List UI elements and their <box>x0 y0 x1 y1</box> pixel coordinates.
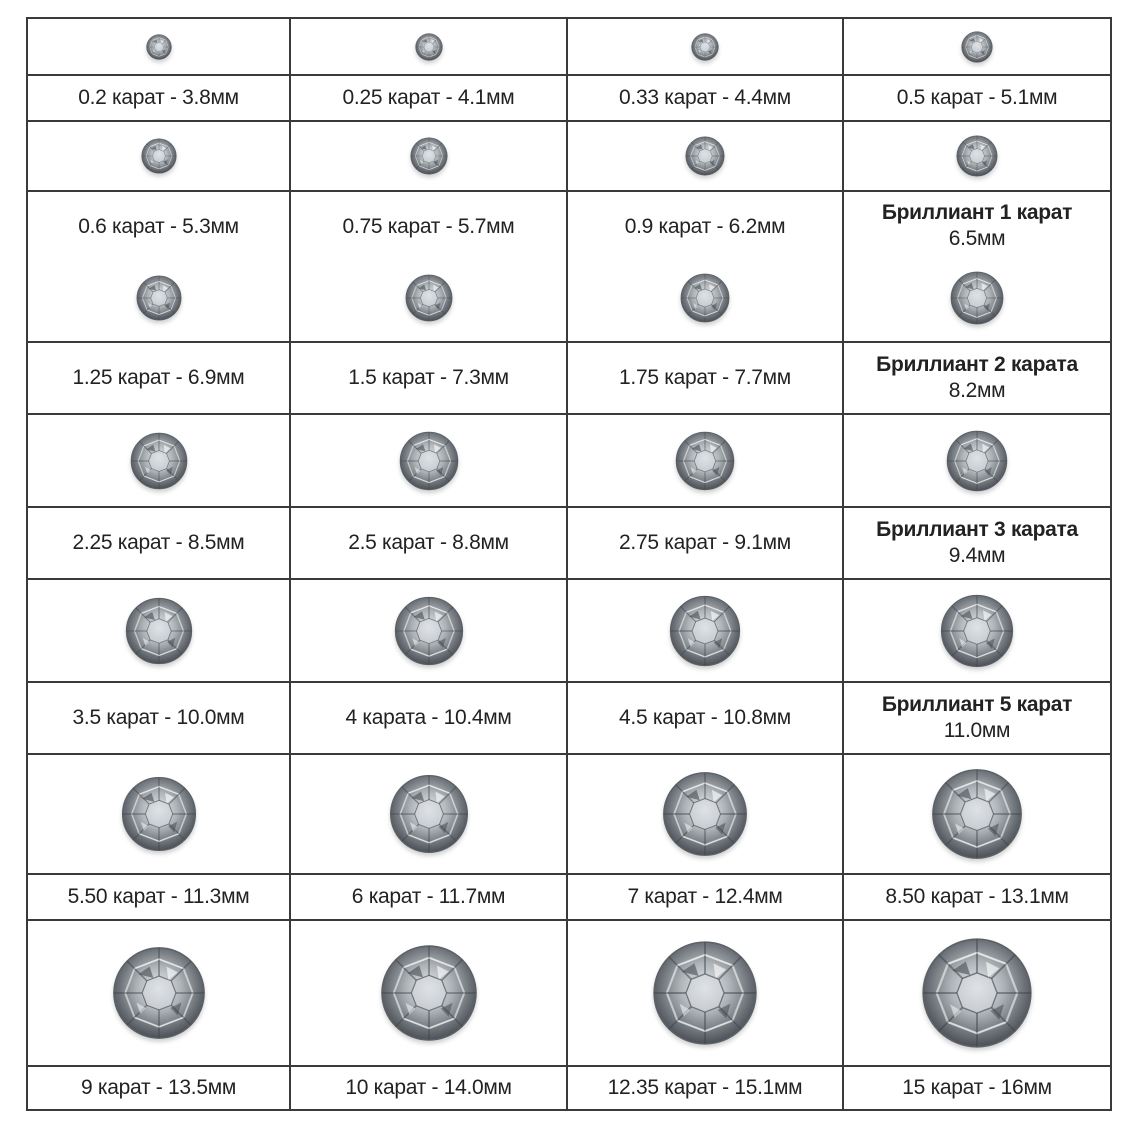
diamond-label: 0.25 карат - 4.1мм <box>290 75 567 121</box>
diamond-label: 4.5 карат - 10.8мм <box>567 682 843 754</box>
diamond-label: 15 карат - 16мм <box>843 1066 1111 1110</box>
diamond-cell-2-5ct <box>290 414 567 507</box>
diamond-icon <box>669 595 741 667</box>
diamond-cell-5-5ct <box>27 754 290 874</box>
diamond-label: 0.9 карат - 6.2мм <box>624 215 786 238</box>
diamond-icon <box>950 271 1004 325</box>
diamond-icon <box>121 776 197 852</box>
diamond-cell-0-2ct <box>27 18 290 75</box>
diamond-cell-2-25ct <box>27 414 290 507</box>
diamond-label: 5.50 карат - 11.3мм <box>27 874 290 920</box>
diamond-cell-mixed <box>567 191 843 342</box>
diamond-label: 2.75 карат - 9.1мм <box>567 507 843 579</box>
diamond-label: 12.35 карат - 15.1мм <box>567 1066 843 1110</box>
diamond-cell-5ct <box>843 579 1111 682</box>
diamond-cell-9ct <box>27 920 290 1066</box>
diamond-icon <box>399 431 459 491</box>
diamond-cell-0-33ct <box>567 18 843 75</box>
diamond-cell-1ct <box>843 121 1111 191</box>
diamond-label: 2.5 карат - 8.8мм <box>290 507 567 579</box>
diamond-cell-0-75ct <box>290 121 567 191</box>
diamond-icon <box>410 137 448 175</box>
diamond-icon <box>931 768 1023 860</box>
diamond-label: 7 карат - 12.4мм <box>567 874 843 920</box>
diamond-cell-8-5ct <box>843 754 1111 874</box>
diamond-cell-0-25ct <box>290 18 567 75</box>
diamond-cell-10ct <box>290 920 567 1066</box>
diamond-icon <box>394 596 464 666</box>
diamond-icon <box>652 940 758 1046</box>
diamond-label: 2.25 карат - 8.5мм <box>27 507 290 579</box>
diamond-label: 0.5 карат - 5.1мм <box>843 75 1111 121</box>
diamond-icon <box>662 771 748 857</box>
diamond-label: 9 карат - 13.5мм <box>27 1066 290 1110</box>
diamond-size: 6.5мм <box>948 227 1006 250</box>
diamond-icon <box>130 432 188 490</box>
diamond-label: Бриллиант 5 карат <box>881 693 1073 716</box>
diamond-cell-0-9ct <box>567 121 843 191</box>
diamond-label: 1.5 карат - 7.3мм <box>290 342 567 414</box>
diamond-icon <box>680 273 730 323</box>
diamond-cell-mixed <box>290 191 567 342</box>
diamond-cell-0-6ct <box>27 121 290 191</box>
diamond-size-chart <box>26 17 1112 1111</box>
diamond-icon <box>380 944 478 1042</box>
diamond-cell-mixed <box>27 191 290 342</box>
diamond-icon <box>940 594 1014 668</box>
diamond-size: 9.4мм <box>948 544 1006 567</box>
diamond-label: Бриллиант 3 карата <box>876 518 1078 541</box>
diamond-size: 11.0мм <box>943 719 1011 742</box>
diamond-icon <box>136 275 182 321</box>
diamond-icon <box>141 138 177 174</box>
diamond-icon <box>961 31 993 63</box>
diamond-label: 0.6 карат - 5.3мм <box>78 215 239 238</box>
diamond-icon <box>389 774 469 854</box>
diamond-cell-6ct <box>290 754 567 874</box>
diamond-icon <box>946 430 1008 492</box>
diamond-label: 0.75 карат - 5.7мм <box>342 215 515 238</box>
diamond-label-featured <box>843 342 1111 414</box>
diamond-label-featured <box>843 507 1111 579</box>
diamond-label-featured <box>843 682 1111 754</box>
diamond-label: 8.50 карат - 13.1мм <box>843 874 1111 920</box>
diamond-label: 3.5 карат - 10.0мм <box>27 682 290 754</box>
diamond-label: 10 карат - 14.0мм <box>290 1066 567 1110</box>
diamond-icon <box>415 33 443 61</box>
diamond-label: 1.25 карат - 6.9мм <box>27 342 290 414</box>
diamond-cell-4-5ct <box>567 579 843 682</box>
diamond-label: Бриллиант 2 карата <box>876 353 1078 376</box>
diamond-cell-15ct <box>843 920 1111 1066</box>
diamond-cell-mixed <box>843 191 1111 342</box>
diamond-icon <box>125 597 193 665</box>
diamond-icon <box>146 34 172 60</box>
diamond-cell-12-35ct <box>567 920 843 1066</box>
diamond-icon <box>691 33 719 61</box>
diamond-label: 6 карат - 11.7мм <box>290 874 567 920</box>
diamond-label: 0.33 карат - 4.4мм <box>567 75 843 121</box>
diamond-cell-3-5ct <box>27 579 290 682</box>
diamond-cell-0-5ct <box>843 18 1111 75</box>
diamond-icon <box>921 937 1033 1049</box>
diamond-label: 0.2 карат - 3.8мм <box>27 75 290 121</box>
diamond-label: 4 карата - 10.4мм <box>290 682 567 754</box>
diamond-cell-7ct <box>567 754 843 874</box>
diamond-cell-3ct <box>843 414 1111 507</box>
diamond-cell-2-75ct <box>567 414 843 507</box>
diamond-size: 8.2мм <box>948 379 1006 402</box>
diamond-cell-4ct <box>290 579 567 682</box>
diamond-label: Бриллиант 1 карат <box>881 201 1073 224</box>
diamond-label: 1.75 карат - 7.7мм <box>567 342 843 414</box>
diamond-icon <box>405 274 453 322</box>
diamond-icon <box>956 135 998 177</box>
diamond-icon <box>685 136 725 176</box>
diamond-icon <box>112 946 206 1040</box>
diamond-icon <box>675 431 735 491</box>
